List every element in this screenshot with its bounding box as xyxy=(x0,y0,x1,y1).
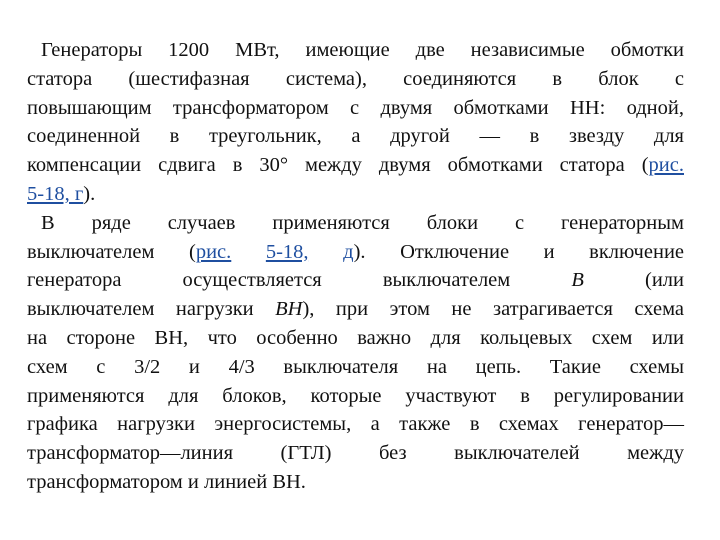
text-run: на стороне ВН, что особенно важно для кольцевых схем или xyxy=(27,326,684,349)
figure-link-5-18d-ris[interactable]: рис. xyxy=(195,240,232,263)
text-run: ). Отключение и включение xyxy=(353,240,685,263)
text-run: схем с 3/2 и 4/3 выключателя на цепь. Такие схемы xyxy=(27,355,684,378)
figure-link-5-18g[interactable]: рис. xyxy=(648,154,684,177)
text-run: (или xyxy=(583,269,684,292)
figure-link-5-18d-num[interactable]: 5-18, xyxy=(265,240,309,263)
text-run: ). xyxy=(83,182,96,205)
paragraph-1-line-4 xyxy=(27,122,684,151)
paragraph-2-line-8 xyxy=(27,410,684,439)
italic-symbol-b: В xyxy=(571,269,584,292)
text-run: выключателем нагрузки xyxy=(27,298,276,321)
text-run: графика нагрузки энергосистемы, а также в схемах генератор— xyxy=(27,413,684,436)
paragraph-2-line-10 xyxy=(27,468,684,497)
text-run: повышающим трансформатором с двумя обмотками НН: одной, xyxy=(27,96,684,119)
paragraph-2-line-3 xyxy=(27,266,684,295)
paragraph-2-line-9 xyxy=(27,439,684,468)
text-run: генератора осуществляется выключателем xyxy=(27,269,572,292)
paragraph-2-line-2 xyxy=(27,238,684,267)
figure-link-5-18d-letter[interactable]: д xyxy=(343,240,354,263)
italic-symbol-vn: ВН xyxy=(275,298,303,321)
text-run: трансформатор—линия (ГТЛ) без выключателей между xyxy=(27,442,684,465)
text-run: применяются для блоков, которые участвуют в регулировании xyxy=(27,384,684,407)
paragraph-1-line-6 xyxy=(27,180,684,209)
paragraph-1-line-2 xyxy=(27,65,684,94)
text-run: статора (шестифазная система), соединяются в блок с xyxy=(27,67,684,90)
text-run: выключателем ( xyxy=(27,240,196,263)
paragraph-2-line-6 xyxy=(27,353,684,382)
figure-link-5-18g-cont[interactable]: 5-18, г xyxy=(27,182,84,205)
text-run: В ряде случаев применяются блоки с генераторным xyxy=(41,211,684,234)
paragraph-2-line-7 xyxy=(27,382,684,411)
text-run: трансформатором и линией ВН. xyxy=(27,470,306,493)
document-text xyxy=(27,36,684,497)
text-run: компенсации сдвига в 30° между двумя обмотками статора ( xyxy=(27,154,649,177)
paragraph-1-line-1 xyxy=(27,36,684,65)
paragraph-1-line-5 xyxy=(27,151,684,180)
paragraph-2-line-4 xyxy=(27,295,684,324)
text-run: ), при этом не затрагивается схема xyxy=(302,298,685,321)
paragraph-1-line-3 xyxy=(27,94,684,123)
paragraph-2-line-5 xyxy=(27,324,684,353)
text-run: соединенной в треугольник, а другой — в звезду для xyxy=(27,125,684,148)
text-run: Генераторы 1200 МВт, имеющие две независимые обмотки xyxy=(41,39,684,61)
paragraph-2-line-1 xyxy=(27,209,684,238)
